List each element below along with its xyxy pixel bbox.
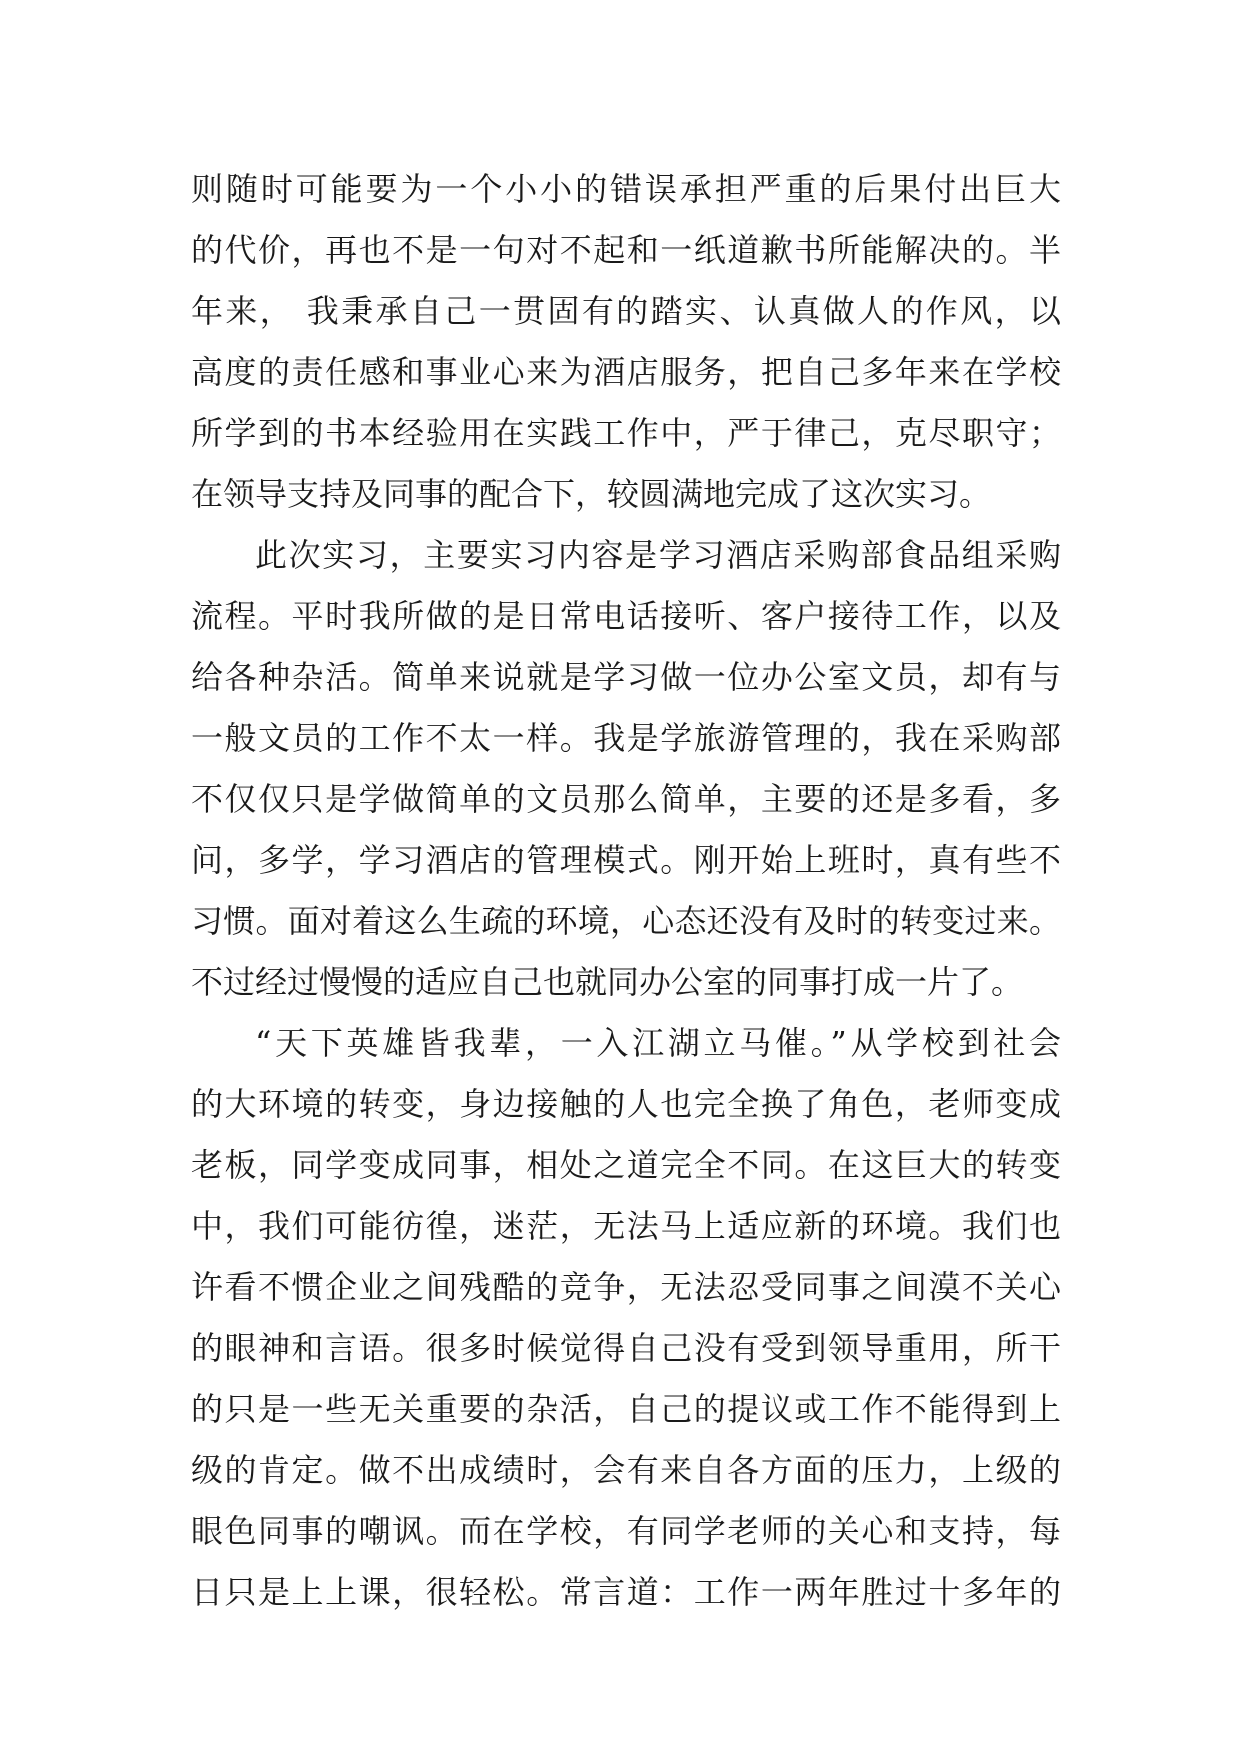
- text-line: 的大环境的转变，身边接触的人也完全换了角色，老师变成: [191, 1085, 1061, 1123]
- text-line: 给各种杂活。简单来说就是学习做一位办公室文员，却有与: [191, 658, 1061, 696]
- text-line: 一般文员的工作不太一样。我是学旅游管理的，我在采购部: [191, 719, 1061, 757]
- text-line: “天下英雄皆我辈，一入江湖立马催。”从学校到社会: [255, 1024, 1061, 1062]
- text-line: 流程。平时我所做的是日常电话接听、客户接待工作，以及: [191, 597, 1061, 635]
- text-line: 则随时可能要为一个小小的错误承担严重的后果付出巨大: [191, 170, 1061, 208]
- text-line: 日只是上上课，很轻松。常言道：工作一两年胜过十多年的: [191, 1573, 1061, 1611]
- text-line: 的眼神和言语。很多时候觉得自己没有受到领导重用，所干: [191, 1329, 1061, 1367]
- text-line: 所学到的书本经验用在实践工作中，严于律己，克尽职守；: [191, 414, 1061, 452]
- text-line: 高度的责任感和事业心来为酒店服务，把自己多年来在学校: [191, 353, 1061, 391]
- text-line: 级的肯定。做不出成绩时，会有来自各方面的压力，上级的: [191, 1451, 1061, 1489]
- body-text: [191, 159, 1061, 1623]
- text-line: 老板，同学变成同事，相处之道完全不同。在这巨大的转变: [191, 1146, 1061, 1184]
- text-line: 习惯。面对着这么生疏的环境，心态还没有及时的转变过来。: [191, 902, 1061, 940]
- text-line: 不仅仅只是学做简单的文员那么简单，主要的还是多看，多: [191, 780, 1061, 818]
- text-line: 年来， 我秉承自己一贯固有的踏实、认真做人的作风，以: [191, 292, 1061, 330]
- text-line: 问，多学，学习酒店的管理模式。刚开始上班时，真有些不: [191, 841, 1061, 879]
- text-line: 的代价，再也不是一句对不起和一纸道歉书所能解决的。半: [191, 231, 1061, 269]
- text-line: 的只是一些无关重要的杂活，自己的提议或工作不能得到上: [191, 1390, 1061, 1428]
- text-line: 此次实习，主要实习内容是学习酒店采购部食品组采购: [255, 536, 1061, 574]
- text-line: 在领导支持及同事的配合下，较圆满地完成了这次实习。: [191, 475, 992, 513]
- text-line: 眼色同事的嘲讽。而在学校，有同学老师的关心和支持，每: [191, 1512, 1061, 1550]
- text-line: 不过经过慢慢的适应自己也就同办公室的同事打成一片了。: [191, 963, 1024, 1001]
- text-line: 中，我们可能彷徨，迷茫，无法马上适应新的环境。我们也: [191, 1207, 1061, 1245]
- text-line: 许看不惯企业之间残酷的竞争，无法忍受同事之间漠不关心: [191, 1268, 1061, 1306]
